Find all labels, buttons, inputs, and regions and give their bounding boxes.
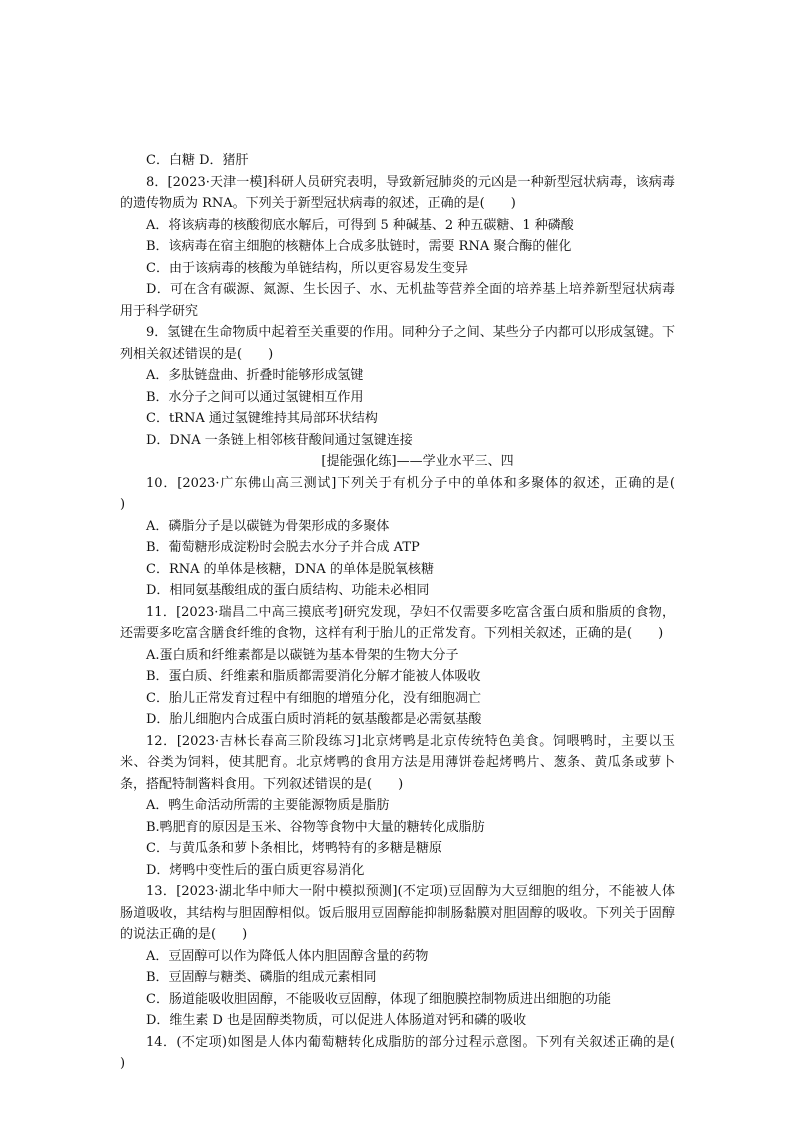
question-stem: D．可在含有碳源、氮源、生长因子、水、无机盐等营养全面的培养基上培养新型冠状病毒用于科学研究 (120, 282, 675, 319)
answer-option: C．肠道能吸收胆固醇，不能吸收豆固醇，体现了细胞膜控制物质进出细胞的功能 (146, 991, 611, 1007)
answer-option: C．白糖 D．猪肝 (146, 153, 249, 168)
question-stem: 12．[2023·吉林长春高三阶段练习]北京烤鸭是北京传统特色美食。饲喂鸭时，主要以玉米、谷类为饲料，使其肥育。北京烤鸭的食用方法是用薄饼卷起烤鸭片、葱条、黄瓜条或萝卜条，搭配特制酱料食用。下列叙述错误的是( ) (120, 733, 675, 792)
answer-option: C．胎儿正常发育过程中有细胞的增殖分化，没有细胞凋亡 (146, 690, 481, 706)
answer-option: C．与黄瓜条和萝卜条相比，烤鸭特有的多糖是糖原 (146, 841, 442, 856)
answer-option: A．鸭生命活动所需的主要能源物质是脂肪 (146, 798, 390, 813)
answer-option: A.蛋白质和纤维素都是以碳链为基本骨架的生物大分子 (146, 647, 459, 663)
question-stem: 10．[2023·广东佛山高三测试]下列关于有机分子中的单体和多聚体的叙述，正确的是( ) (120, 475, 702, 512)
answer-option: A．多肽链盘曲、折叠时能够形成氢键 (146, 368, 364, 383)
answer-option: D．DNA 一条链上相邻核苷酸间通过氢键连接 (146, 432, 413, 448)
question-stem: 14．(不定项)如图是人体内葡萄糖转化成脂肪的部分过程示意图。下列有关叙述正确的是( ) (120, 1034, 702, 1071)
answer-option: C．由于该病毒的核酸为单链结构，所以更容易发生变异 (146, 260, 468, 276)
question-stem: 8．[2023·天津一模]科研人员研究表明，导致新冠肺炎的元凶是一种新型冠状病毒，该病毒的遗传物质为 RNA。下列关于新型冠状病毒的叙述，正确的是( ) (120, 174, 675, 211)
answer-option: A．将该病毒的核酸彻底水解后，可得到 5 种碱基、2 种五碳糖、1 种磷酸 (146, 217, 574, 233)
answer-option: B．该病毒在宿主细胞的核糖体上合成多肽链时，需要 RNA 聚合酶的催化 (146, 239, 572, 254)
question-stem: 11．[2023·瑞昌二中高三摸底考]研究发现，孕妇不仅需要多吃富含蛋白质和脂质的食物，还需要多吃富含膳食纤维的食物，这样有利于胎儿的正常发育。下列相关叙述，正确的是( ) (120, 604, 675, 641)
question-stem: 9．氢键在生命物质中起着至关重要的作用。同种分子之间、某些分子内都可以形成氢键。下列相关叙述错误的是( ) (120, 325, 675, 362)
answer-option: B．豆固醇与糖类、磷脂的组成元素相同 (146, 970, 377, 985)
answer-option: B.鸭肥育的原因是玉米、谷物等食物中大量的糖转化成脂肪 (146, 819, 485, 835)
answer-option: C．tRNA 通过氢键维持其局部环状结构 (146, 411, 378, 426)
answer-option: D．烤鸭中变性后的蛋白质更容易消化 (146, 862, 365, 878)
answer-option: D．维生素 D 也是固醇类物质，可以促进人体肠道对钙和磷的吸收 (146, 1013, 527, 1028)
question-stem: 13．[2023·湖北华中师大一附中模拟预测](不定项)豆固醇为大豆细胞的组分，不能被人体肠道吸收，其结构与胆固醇相似。饭后服用豆固醇能抑制肠黏膜对胆固醇的吸收。下列关于固醇的说法正确的是( ) (120, 884, 675, 942)
answer-option: D．相同氨基酸组成的蛋白质结构、功能未必相同 (146, 583, 430, 598)
answer-option: A．磷脂分子是以碳链为骨架形成的多聚体 (146, 518, 390, 534)
answer-option: B．葡萄糖形成淀粉时会脱去水分子并合成 ATP (146, 540, 420, 555)
answer-option: A．豆固醇可以作为降低人体内胆固醇含量的药物 (146, 948, 429, 964)
answer-option: D．胎儿细胞内合成蛋白质时消耗的氨基酸都是必需氨基酸 (146, 712, 482, 727)
answer-option: B．水分子之间可以通过氢键相互作用 (146, 389, 364, 405)
answer-option: C．RNA 的单体是核糖，DNA 的单体是脱氧核糖 (146, 561, 434, 577)
answer-option: B．蛋白质、纤维素和脂质都需要消化分解才能被人体吸收 (146, 669, 481, 684)
section-heading: [提能强化练]——学业水平三、四 (321, 454, 514, 469)
question-text-body (120, 150, 702, 1075)
